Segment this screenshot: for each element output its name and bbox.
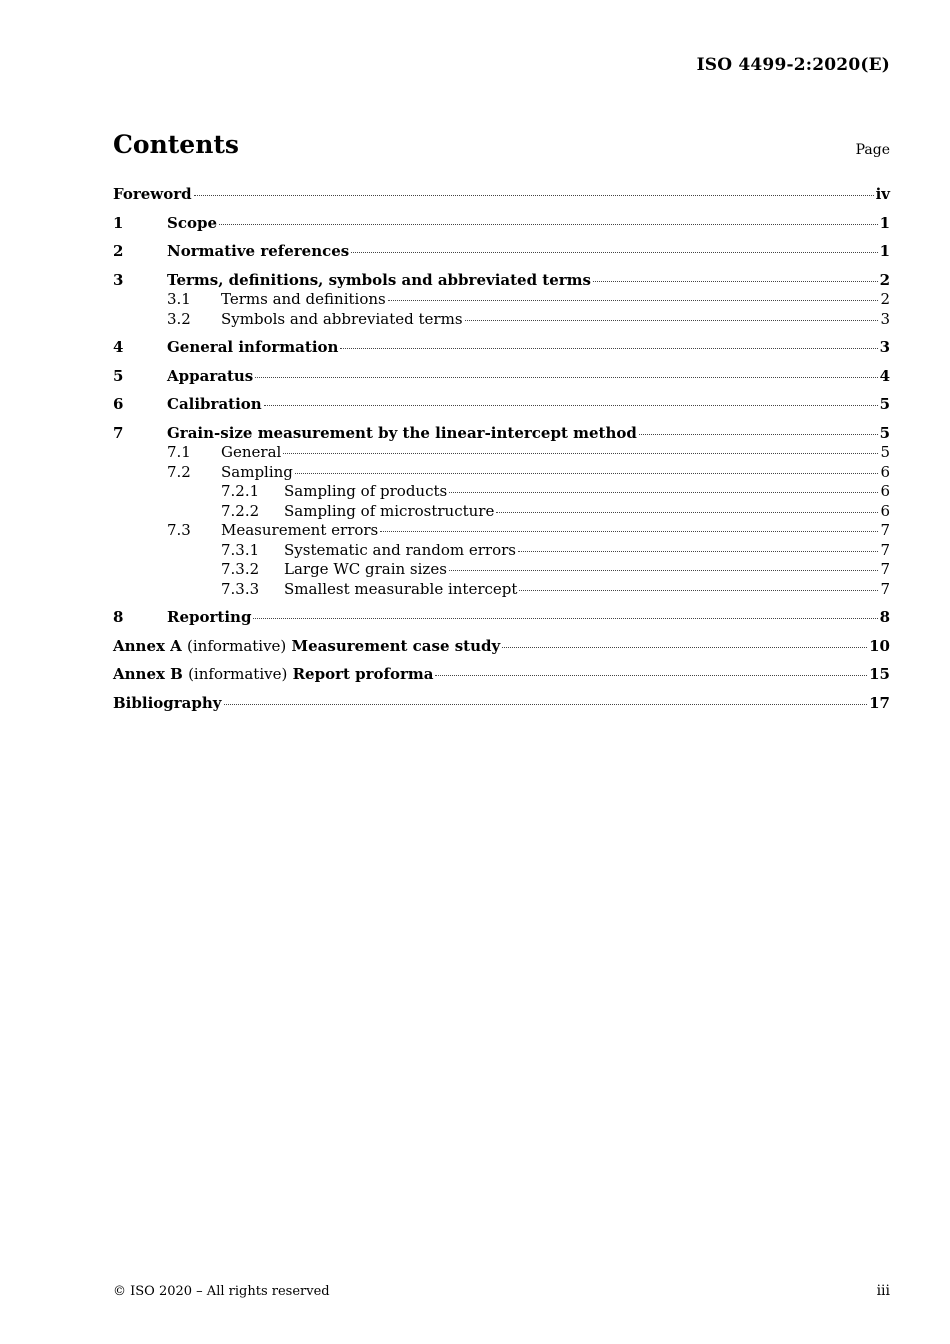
- toc-entry-number: 8: [113, 608, 124, 626]
- toc-entry[interactable]: [113, 271, 890, 291]
- toc-entry-page: 7: [880, 579, 890, 598]
- toc-entry-title: Calibration: [167, 395, 262, 413]
- toc-entry-title: Systematic and random errors: [284, 540, 517, 559]
- toc-entry-number: 4: [113, 338, 124, 356]
- toc-entry[interactable]: [113, 395, 890, 415]
- toc-entry-page: 7: [880, 560, 890, 578]
- toc-entry-title: Measurement errors: [221, 521, 379, 539]
- annex-title: Report proforma: [292, 665, 434, 683]
- toc-entry-title: Bibliography: [113, 693, 222, 712]
- toc-entry[interactable]: [113, 185, 890, 205]
- page-column-label: Page: [855, 142, 890, 158]
- toc-entry[interactable]: [113, 694, 890, 714]
- toc-entry-title: Scope: [167, 213, 218, 232]
- dot-leader: [194, 194, 874, 196]
- toc-entry-page: 5: [880, 443, 890, 461]
- dot-leader: [264, 404, 878, 406]
- toc-entry-page: iv: [875, 185, 890, 203]
- toc-entry[interactable]: [113, 290, 890, 310]
- dot-leader: [449, 569, 879, 571]
- toc-entry[interactable]: [113, 463, 890, 483]
- document-id: ISO 4499-2:2020(E): [696, 55, 890, 75]
- toc-entry-number: 2: [113, 242, 124, 260]
- toc-entry-title: Grain-size measurement by the linear-intercept method: [167, 423, 637, 442]
- dot-leader: [255, 376, 877, 378]
- dot-leader: [519, 589, 878, 591]
- toc-entry-number: 7.2.2: [221, 501, 260, 520]
- toc-entry-number: 5: [113, 366, 124, 385]
- toc-entry-title: Terms and definitions: [221, 290, 386, 308]
- toc-entry-title: [113, 665, 433, 685]
- toc-entry-number: 7.3.3: [221, 579, 260, 598]
- toc-entry[interactable]: [113, 310, 890, 330]
- toc-entry-title: Reporting: [167, 608, 252, 626]
- toc-entry-title: Foreword: [113, 185, 192, 203]
- dot-leader: [295, 472, 879, 474]
- dot-leader: [639, 433, 878, 435]
- toc-entry[interactable]: [113, 580, 890, 600]
- toc-entry-page: 5: [879, 395, 890, 413]
- annex-label: Annex B: [113, 665, 183, 683]
- toc-entry[interactable]: [113, 482, 890, 502]
- toc-entry-page: 7: [880, 521, 890, 539]
- toc-entry-page: 1: [879, 213, 890, 232]
- dot-leader: [518, 550, 878, 552]
- contents-heading: Contents: [113, 130, 240, 159]
- toc-entry-page: 5: [879, 423, 890, 442]
- toc-entry-page: 2: [880, 290, 890, 308]
- toc-entry-number: 7: [113, 423, 124, 442]
- toc-entry[interactable]: [113, 541, 890, 561]
- toc-entry-number: 7.2.1: [221, 482, 260, 500]
- annex-label: Annex A: [113, 636, 182, 655]
- toc-entry-number: 1: [113, 213, 124, 232]
- toc-entry-number: 6: [113, 395, 124, 413]
- toc-entry-title: Sampling of microstructure: [284, 501, 495, 520]
- toc-entry[interactable]: [113, 424, 890, 444]
- toc-entry[interactable]: [113, 665, 890, 685]
- toc-entry-title: Large WC grain sizes: [284, 560, 447, 578]
- dot-leader: [496, 511, 878, 513]
- toc-entry-page: 4: [879, 366, 890, 385]
- toc-entry[interactable]: [113, 214, 890, 234]
- annex-note: (informative): [187, 636, 287, 655]
- copyright-notice: © ISO 2020 – All rights reserved: [113, 1284, 330, 1299]
- toc-entry-number: 3: [113, 270, 124, 289]
- toc-entry-page: 10: [869, 636, 890, 655]
- toc-entry-page: 8: [879, 608, 890, 626]
- dot-leader: [593, 280, 878, 282]
- toc-entry-page: 6: [880, 501, 890, 520]
- dot-leader: [340, 347, 877, 349]
- toc-entry[interactable]: [113, 608, 890, 628]
- dot-leader: [253, 617, 877, 619]
- toc-entry-title: General information: [167, 338, 339, 356]
- dot-leader: [465, 319, 879, 321]
- toc-entry-page: 17: [869, 693, 890, 712]
- toc-entry-title: Apparatus: [167, 366, 254, 385]
- toc-entry-title: Smallest measurable intercept: [284, 579, 518, 598]
- dot-leader: [502, 646, 867, 648]
- toc-entry-number: 7.3.1: [221, 540, 260, 559]
- toc-entry[interactable]: [113, 521, 890, 541]
- toc-entry[interactable]: [113, 637, 890, 657]
- toc-entry[interactable]: [113, 367, 890, 387]
- table-of-contents: [113, 185, 890, 713]
- toc-entry[interactable]: [113, 338, 890, 358]
- toc-entry-number: 7.3: [167, 521, 191, 539]
- page-number: iii: [876, 1283, 890, 1299]
- toc-entry-page: 7: [880, 540, 890, 559]
- toc-entry[interactable]: [113, 443, 890, 463]
- toc-entry-page: 2: [879, 270, 890, 289]
- toc-entry[interactable]: [113, 242, 890, 262]
- toc-entry-number: 3.1: [167, 290, 191, 308]
- toc-entry-page: 6: [880, 482, 890, 500]
- toc-entry-title: General: [221, 443, 282, 461]
- toc-entry-page: 3: [879, 338, 890, 356]
- dot-leader: [449, 491, 878, 493]
- dot-leader: [283, 452, 878, 454]
- toc-entry-title: [113, 637, 500, 657]
- toc-entry-number: 7.2: [167, 462, 191, 481]
- toc-entry-page: 3: [880, 309, 890, 328]
- toc-entry-number: 7.1: [167, 443, 191, 461]
- dot-leader: [351, 251, 877, 253]
- toc-entry[interactable]: [113, 502, 890, 522]
- toc-entry-page: 1: [879, 242, 890, 260]
- toc-entry[interactable]: [113, 560, 890, 580]
- toc-entry-number: 3.2: [167, 309, 191, 328]
- toc-entry-title: Sampling of products: [284, 482, 448, 500]
- toc-entry-title: Normative references: [167, 242, 350, 260]
- dot-leader: [219, 223, 878, 225]
- dot-leader: [435, 674, 867, 676]
- toc-entry-title: Sampling: [221, 462, 293, 481]
- annex-title: Measurement case study: [291, 636, 501, 655]
- toc-entry-title: Symbols and abbreviated terms: [221, 309, 463, 328]
- toc-entry-page: 6: [880, 462, 890, 481]
- dot-leader: [388, 299, 879, 301]
- dot-leader: [380, 530, 878, 532]
- toc-entry-title: Terms, definitions, symbols and abbreviated terms: [167, 270, 591, 289]
- annex-note: (informative): [188, 665, 288, 683]
- toc-entry-number: 7.3.2: [221, 560, 260, 578]
- dot-leader: [224, 703, 868, 705]
- toc-entry-page: 15: [869, 665, 890, 683]
